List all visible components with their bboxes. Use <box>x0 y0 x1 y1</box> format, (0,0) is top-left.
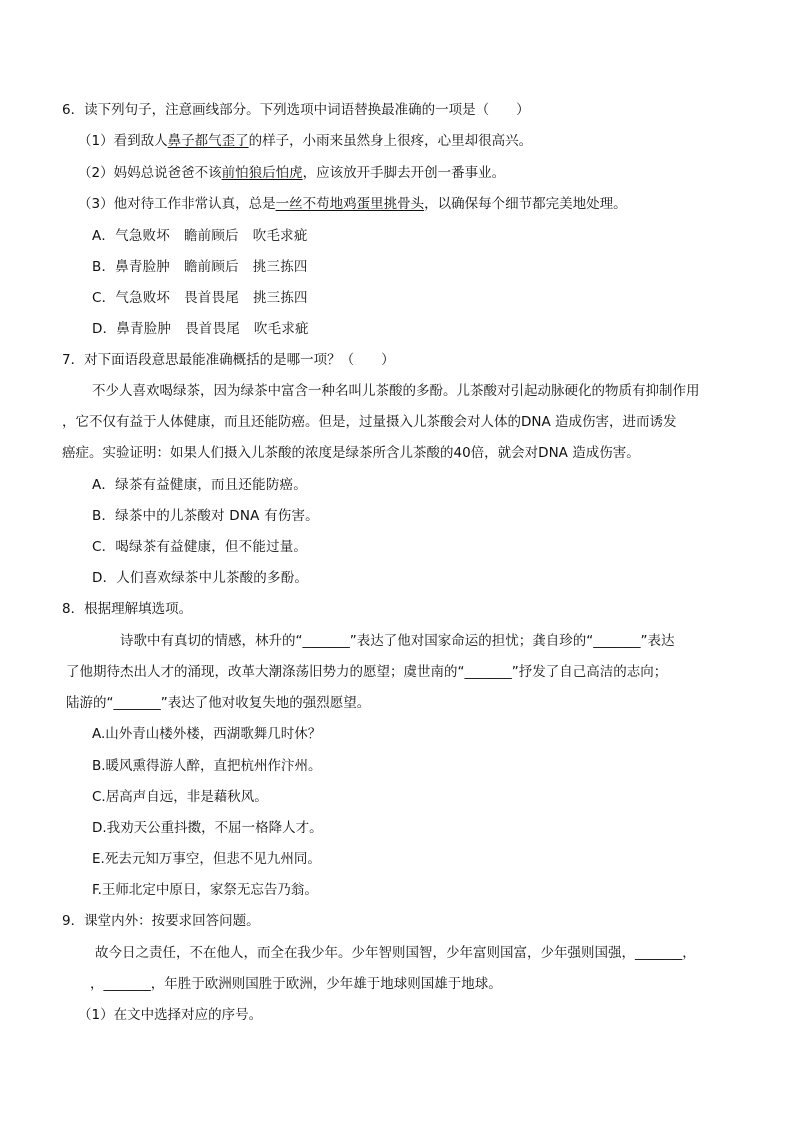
q6-option-b-word-3: 挑三拣四 <box>252 259 308 275</box>
q6-option-b-letter: B． <box>92 259 116 275</box>
q8-option-e[interactable]: E.死去元知万事空，但悲不见九州同。 <box>92 851 321 867</box>
q6-s1-suffix: 的样子，小雨来虽然身上很疼，心里却很高兴。 <box>248 133 533 149</box>
q9-passage-line-2: ，_______，年胜于欧洲则国胜于欧洲，少年雄于地球则国雄于地球。 <box>90 976 502 992</box>
q9-stem: 9．课堂内外：按要求回答问题。 <box>62 913 260 929</box>
q8-option-b[interactable]: B.暖风熏得游人醉，直把杭州作汴州。 <box>92 758 322 774</box>
q6-option-b-word-2: 瞻前顾后 <box>183 259 239 275</box>
q8-passage-line-2: 了他期待杰出人才的涌现，改革大潮涤荡旧势力的愿望；虞世南的“_______”抒发了自己高洁的志向； <box>66 664 668 680</box>
q6-option-a[interactable] <box>92 226 308 246</box>
q6-option-d-letter: D． <box>92 321 117 337</box>
q7-option-b[interactable]: B．绿茶中的儿茶酸对 DNA 有伤害。 <box>92 508 319 524</box>
q7-option-c[interactable]: C．喝绿茶有益健康，但不能过量。 <box>92 539 308 555</box>
q6-s3-underlined-2: 鸡蛋里挑骨头 <box>343 196 425 212</box>
q6-option-d-word-2: 畏首畏尾 <box>185 321 240 337</box>
q7-passage-line-2: ，它不仅有益于人体健康，而且还能防癌。但是，过量摄入儿茶酸会对人体的DNA 造成伤害，进而诱发 <box>62 414 677 430</box>
q6-option-a-letter: A． <box>92 228 116 244</box>
q6-s2-suffix: ，应该放开手脚去开创一番事业。 <box>302 165 506 181</box>
q6-sentence-3 <box>78 194 627 214</box>
q6-stem: 6．读下列句子，注意画线部分。下列选项中词语替换最准确的一项是（ ） <box>62 102 530 118</box>
q6-option-c-word-1: 气急败坏 <box>115 290 171 306</box>
q9-sub-question-1: （1）在文中选择对应的序号。 <box>78 1007 263 1023</box>
q6-option-a-word-3: 吹毛求疵 <box>252 228 308 244</box>
q8-option-a[interactable]: A.山外青山楼外楼，西湖歌舞几时休？ <box>92 726 322 742</box>
q6-s2-underlined: 前怕狼后怕虎 <box>221 165 303 181</box>
q6-option-c-word-3: 挑三拣四 <box>252 290 308 306</box>
q8-option-c[interactable]: C.居高声自远，非是藉秋风。 <box>92 789 268 805</box>
q6-s3-underlined-1: 一丝不苟地 <box>275 196 344 212</box>
q6-sentence-1 <box>78 131 532 151</box>
q6-s3-suffix: ，以确保每个细节都完美地处理。 <box>424 196 627 212</box>
q7-passage-line-1: 不少人喜欢喝绿茶，因为绿茶中富含一种名叫儿茶酸的多酚。儿茶酸对引起动脉硬化的物质有抑制作用 <box>92 383 700 399</box>
q6-s3-prefix: （3）他对待工作非常认真，总是 <box>78 196 276 212</box>
q6-s1-prefix: （1）看到敌人 <box>78 133 168 149</box>
q8-option-d[interactable]: D.我劝天公重抖擞，不屈一格降人才。 <box>92 820 323 836</box>
q8-option-f[interactable]: F.王师北定中原日，家祭无忘告乃翁。 <box>92 882 318 898</box>
q6-option-c-word-2: 畏首畏尾 <box>184 290 239 306</box>
q7-option-a[interactable]: A．绿茶有益健康，而且还能防癌。 <box>92 477 307 493</box>
q6-option-d[interactable] <box>92 319 309 339</box>
q6-s1-underlined: 鼻子都气歪了 <box>167 133 249 149</box>
q6-sentence-2 <box>78 163 505 183</box>
q6-option-b[interactable] <box>92 257 308 277</box>
q8-passage-line-3: 陆游的“_______”表达了他对收复失地的强烈愿望。 <box>66 695 371 711</box>
q6-option-c-letter: C． <box>92 290 116 306</box>
q8-stem: 8．根据理解填选项。 <box>62 601 193 617</box>
q6-option-b-word-1: 鼻青脸肿 <box>115 259 170 275</box>
q6-option-d-word-1: 鼻青脸肿 <box>116 321 172 337</box>
q9-passage-line-1: 故今日之责任，不在他人，而全在我少年。少年智则国智，少年富则国富，少年强则国强，_______， <box>95 945 696 961</box>
q6-option-a-word-2: 瞻前顾后 <box>183 228 239 244</box>
q6-option-c[interactable] <box>92 288 308 308</box>
q7-stem: 7．对下面语段意思最能准确概括的是哪一项？（ ） <box>62 352 395 368</box>
q6-s2-prefix: （2）妈妈总说爸爸不该 <box>78 165 222 181</box>
q8-passage-line-1: 诗歌中有真切的情感，林升的“_______”表达了他对国家命运的担忧；龚自珍的“_______”表达 <box>120 633 675 649</box>
q7-option-d[interactable]: D．人们喜欢绿茶中儿茶酸的多酚。 <box>92 570 309 586</box>
q6-option-a-word-1: 气急败坏 <box>115 228 170 244</box>
q6-option-d-word-3: 吹毛求疵 <box>253 321 309 337</box>
q7-passage-line-3: 癌症。实验证明：如果人们摄入儿茶酸的浓度是绿茶所含儿茶酸的40倍，就会对DNA 造成伤害。 <box>62 445 640 461</box>
